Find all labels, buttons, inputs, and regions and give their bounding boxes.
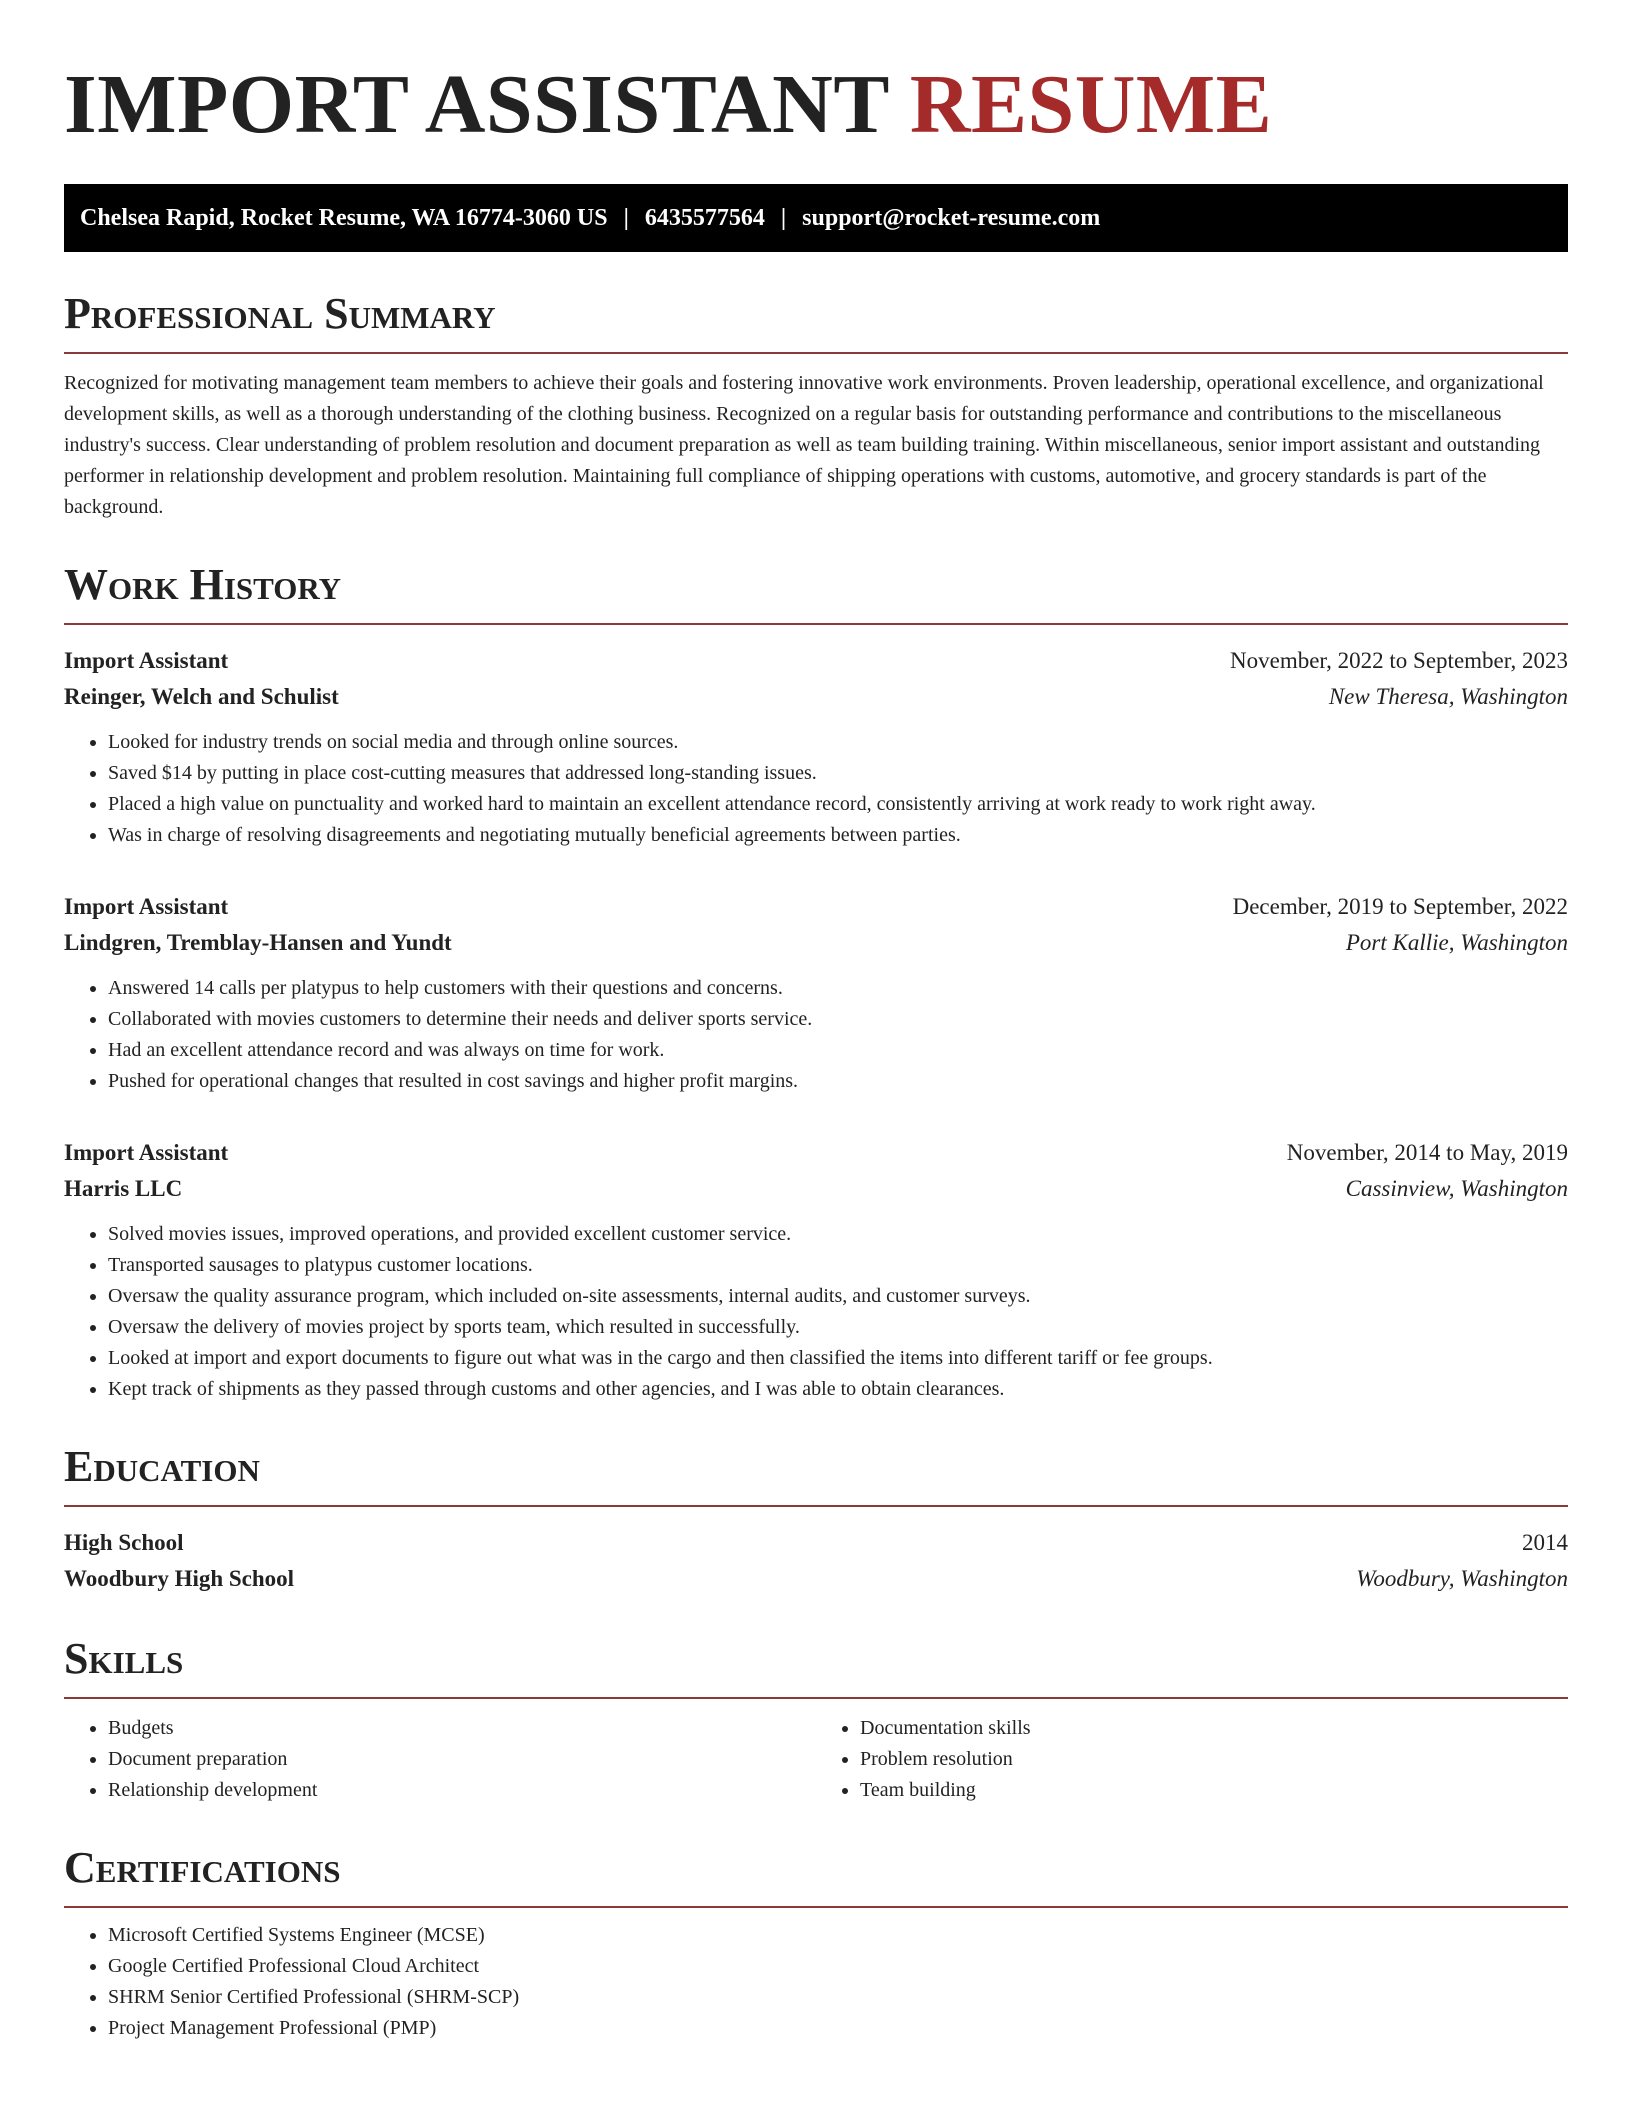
education-school-row <box>64 1561 1568 1597</box>
contact-address: Chelsea Rapid, Rocket Resume, WA 16774-3060 US <box>80 204 608 231</box>
education-section <box>64 1441 1568 1597</box>
list-item: • Team building <box>860 1775 1568 1806</box>
job-entry <box>64 1135 1568 1405</box>
job-dates: November, 2014 to May, 2019 <box>1286 1140 1568 1165</box>
section-heading: Certifications <box>64 1842 1568 1908</box>
work-history-section <box>64 559 1568 1405</box>
list-item: • Transported sausages to platypus customer locations. <box>108 1250 1568 1281</box>
resume-title <box>64 50 1568 160</box>
job-title: Import Assistant <box>64 648 229 673</box>
skills-columns <box>64 1713 1568 1806</box>
list-item: • Google Certified Professional Cloud Architect <box>108 1951 1568 1982</box>
professional-summary-section <box>64 288 1568 523</box>
title-accent: RESUME <box>909 58 1273 151</box>
job-company-row <box>64 925 1568 961</box>
list-item: • Problem resolution <box>860 1744 1568 1775</box>
list-item: • Had an excellent attendance record and was always on time for work. <box>108 1035 1568 1066</box>
job-dates: November, 2022 to September, 2023 <box>1230 648 1568 673</box>
job-header-row <box>64 889 1568 925</box>
skills-section <box>64 1633 1568 1806</box>
job-title: Import Assistant <box>64 1140 229 1165</box>
list-item: • Pushed for operational changes that resulted in cost savings and higher profit margins. <box>108 1066 1568 1097</box>
list-item: • Budgets <box>108 1713 816 1744</box>
list-item: • Oversaw the delivery of movies project by sports team, which resulted in successfully. <box>108 1312 1568 1343</box>
list-item: • Document preparation <box>108 1744 816 1775</box>
list-item: • Looked for industry trends on social media and through online sources. <box>108 727 1568 758</box>
list-item: • Kept track of shipments as they passed through customs and other agencies, and I was able to obtain clearances. <box>108 1374 1568 1405</box>
education-degree: High School <box>64 1530 184 1555</box>
job-company-row <box>64 1171 1568 1207</box>
job-entry <box>64 889 1568 1097</box>
education-location: Woodbury, Washington <box>1356 1566 1568 1591</box>
job-header-row <box>64 643 1568 679</box>
list-item: • Collaborated with movies customers to determine their needs and deliver sports service. <box>108 1004 1568 1035</box>
certifications-section <box>64 1842 1568 2044</box>
list-item: • Solved movies issues, improved operations, and provided excellent customer service. <box>108 1219 1568 1250</box>
list-item: • Oversaw the quality assurance program, which included on-site assessments, internal audits, and customer surveys. <box>108 1281 1568 1312</box>
contact-bar <box>64 184 1568 252</box>
list-item: • Documentation skills <box>860 1713 1568 1744</box>
section-heading: Work History <box>64 559 1568 625</box>
title-main: IMPORT ASSISTANT <box>64 58 889 151</box>
job-company: Lindgren, Tremblay-Hansen and Yundt <box>64 930 452 955</box>
contact-phone: 6435577564 <box>644 204 765 231</box>
contact-email: support@rocket-resume.com <box>802 204 1101 231</box>
contact-separator: | <box>780 204 787 231</box>
list-item: • Placed a high value on punctuality and worked hard to maintain an excellent attendance record, consistently arriving at work ready to work right away. <box>108 789 1568 820</box>
list-item: • Was in charge of resolving disagreements and negotiating mutually beneficial agreements between parties. <box>108 820 1568 851</box>
skills-list-left <box>64 1713 816 1806</box>
job-location: Cassinview, Washington <box>1345 1176 1568 1201</box>
job-bullets <box>64 973 1568 1097</box>
education-year: 2014 <box>1522 1530 1568 1555</box>
job-location: Port Kallie, Washington <box>1345 930 1568 955</box>
summary-text: Recognized for motivating management team members to achieve their goals and fostering innovative work environments. Proven leadership, operational excellence, and organizational development skills, as well as a thorough understanding of the clothing business. Recognized on a regular basis for outstanding performance and contributions to the miscellaneous industry's success. Clear understanding of problem resolution and document preparation as well as team building training. Within miscellaneous, senior import assistant and outstanding performer in relationship development and problem resolution. Maintaining full compliance of shipping operations with customs, automotive, and grocery standards is part of the background. <box>64 372 1544 518</box>
section-heading: Skills <box>64 1633 1568 1699</box>
job-company-row <box>64 679 1568 715</box>
list-item: • Relationship development <box>108 1775 816 1806</box>
certifications-list <box>64 1920 1568 2044</box>
list-item: • Saved $14 by putting in place cost-cutting measures that addressed long-standing issues. <box>108 758 1568 789</box>
list-item: • Project Management Professional (PMP) <box>108 2013 1568 2044</box>
job-title: Import Assistant <box>64 894 229 919</box>
job-header-row <box>64 1135 1568 1171</box>
job-company: Harris LLC <box>64 1176 183 1201</box>
education-header-row <box>64 1525 1568 1561</box>
education-entry <box>64 1525 1568 1597</box>
list-item: • Answered 14 calls per platypus to help customers with their questions and concerns. <box>108 973 1568 1004</box>
job-company: Reinger, Welch and Schulist <box>64 684 339 709</box>
job-entry <box>64 643 1568 851</box>
section-heading: Education <box>64 1441 1568 1507</box>
job-dates: December, 2019 to September, 2022 <box>1232 894 1568 919</box>
list-item: • Microsoft Certified Systems Engineer (MCSE) <box>108 1920 1568 1951</box>
education-school: Woodbury High School <box>64 1566 295 1591</box>
job-bullets <box>64 1219 1568 1405</box>
job-location: New Theresa, Washington <box>1328 684 1568 709</box>
list-item: • Looked at import and export documents to figure out what was in the cargo and then classified the items into different tariff or fee groups. <box>108 1343 1568 1374</box>
section-heading: Professional Summary <box>64 288 1568 354</box>
contact-separator: | <box>623 204 629 231</box>
skills-list-right <box>816 1713 1568 1806</box>
job-bullets <box>64 727 1568 851</box>
list-item: • SHRM Senior Certified Professional (SHRM-SCP) <box>108 1982 1568 2013</box>
